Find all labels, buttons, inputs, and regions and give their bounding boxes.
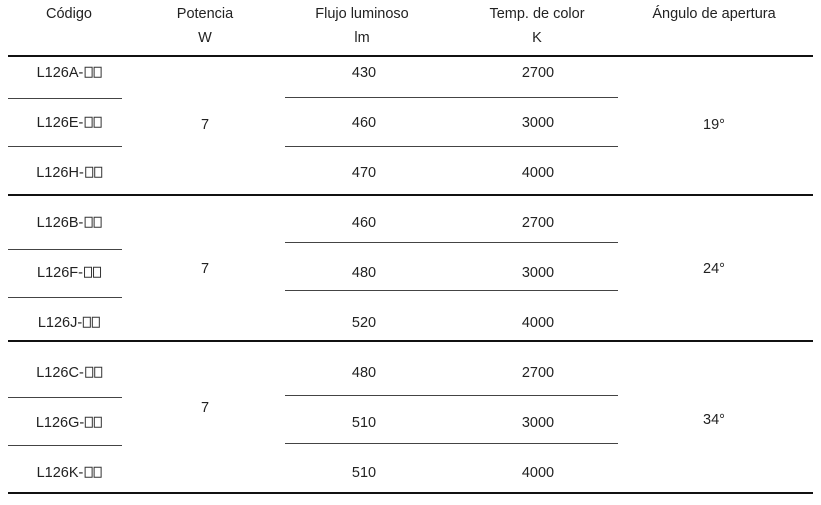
row-code: L126G- [36,416,102,431]
header-rule [8,55,813,57]
row-divider [285,395,618,396]
placeholder-box-icon [83,317,91,328]
group-angle: 19° [703,116,725,133]
placeholder-box-icon [93,467,101,478]
group-power: 7 [200,116,210,133]
row-flux: 480 [351,364,377,381]
header-flux-unit: lm [354,29,370,46]
header-cct-unit: K [532,29,542,46]
placeholder-box-icon [93,67,101,78]
row-flux: 480 [351,264,377,281]
placeholder-box-icon [94,167,102,178]
row-flux: 510 [351,464,377,481]
row-cct: 4000 [521,464,555,481]
row-code: L126A- [37,66,102,81]
placeholder-box-icon [85,367,93,378]
row-divider [8,98,122,99]
group-angle: 34° [703,411,725,428]
group-rule [8,340,813,342]
placeholder-box-icon [93,217,101,228]
row-code: L126C- [36,366,102,381]
group-angle: 24° [703,260,725,277]
row-divider [8,397,122,398]
row-cct: 3000 [521,114,555,131]
row-divider [285,290,618,291]
placeholder-box-icon [94,367,102,378]
header-code: Código [46,5,92,22]
row-divider [285,443,618,444]
row-flux: 510 [351,414,377,431]
row-code: L126B- [37,216,102,231]
placeholder-box-icon [84,467,92,478]
group-rule [8,194,813,196]
row-divider [8,297,122,298]
row-flux: 460 [351,214,377,231]
placeholder-box-icon [94,417,102,428]
header-power-unit: W [198,29,212,46]
row-cct: 2700 [521,214,555,231]
row-code: L126J- [38,316,100,331]
row-cct: 4000 [521,314,555,331]
row-cct: 2700 [521,364,555,381]
row-code: L126F- [37,266,101,281]
row-code: L126K- [37,466,102,481]
placeholder-box-icon [84,267,92,278]
row-divider [285,97,618,98]
placeholder-box-icon [92,317,100,328]
placeholder-box-icon [84,117,92,128]
header-angle: Ángulo de apertura [652,5,776,22]
row-flux: 430 [351,64,377,81]
row-flux: 470 [351,164,377,181]
bottom-rule [8,492,813,494]
placeholder-box-icon [93,267,101,278]
placeholder-box-icon [84,217,92,228]
row-cct: 3000 [521,414,555,431]
group-power: 7 [200,260,210,277]
placeholder-box-icon [93,117,101,128]
row-divider [8,445,122,446]
group-power: 7 [200,399,210,416]
row-flux: 460 [351,114,377,131]
row-cct: 4000 [521,164,555,181]
row-divider [285,242,618,243]
placeholder-box-icon [85,417,93,428]
row-divider [8,146,122,147]
placeholder-box-icon [85,167,93,178]
header-power: Potencia [176,5,234,22]
row-cct: 2700 [521,64,555,81]
header-flux: Flujo luminoso [315,5,409,22]
row-divider [285,146,618,147]
header-cct: Temp. de color [489,5,585,22]
row-cct: 3000 [521,264,555,281]
row-code: L126E- [37,116,102,131]
row-divider [8,249,122,250]
row-code: L126H- [36,166,102,181]
row-flux: 520 [351,314,377,331]
placeholder-box-icon [84,67,92,78]
